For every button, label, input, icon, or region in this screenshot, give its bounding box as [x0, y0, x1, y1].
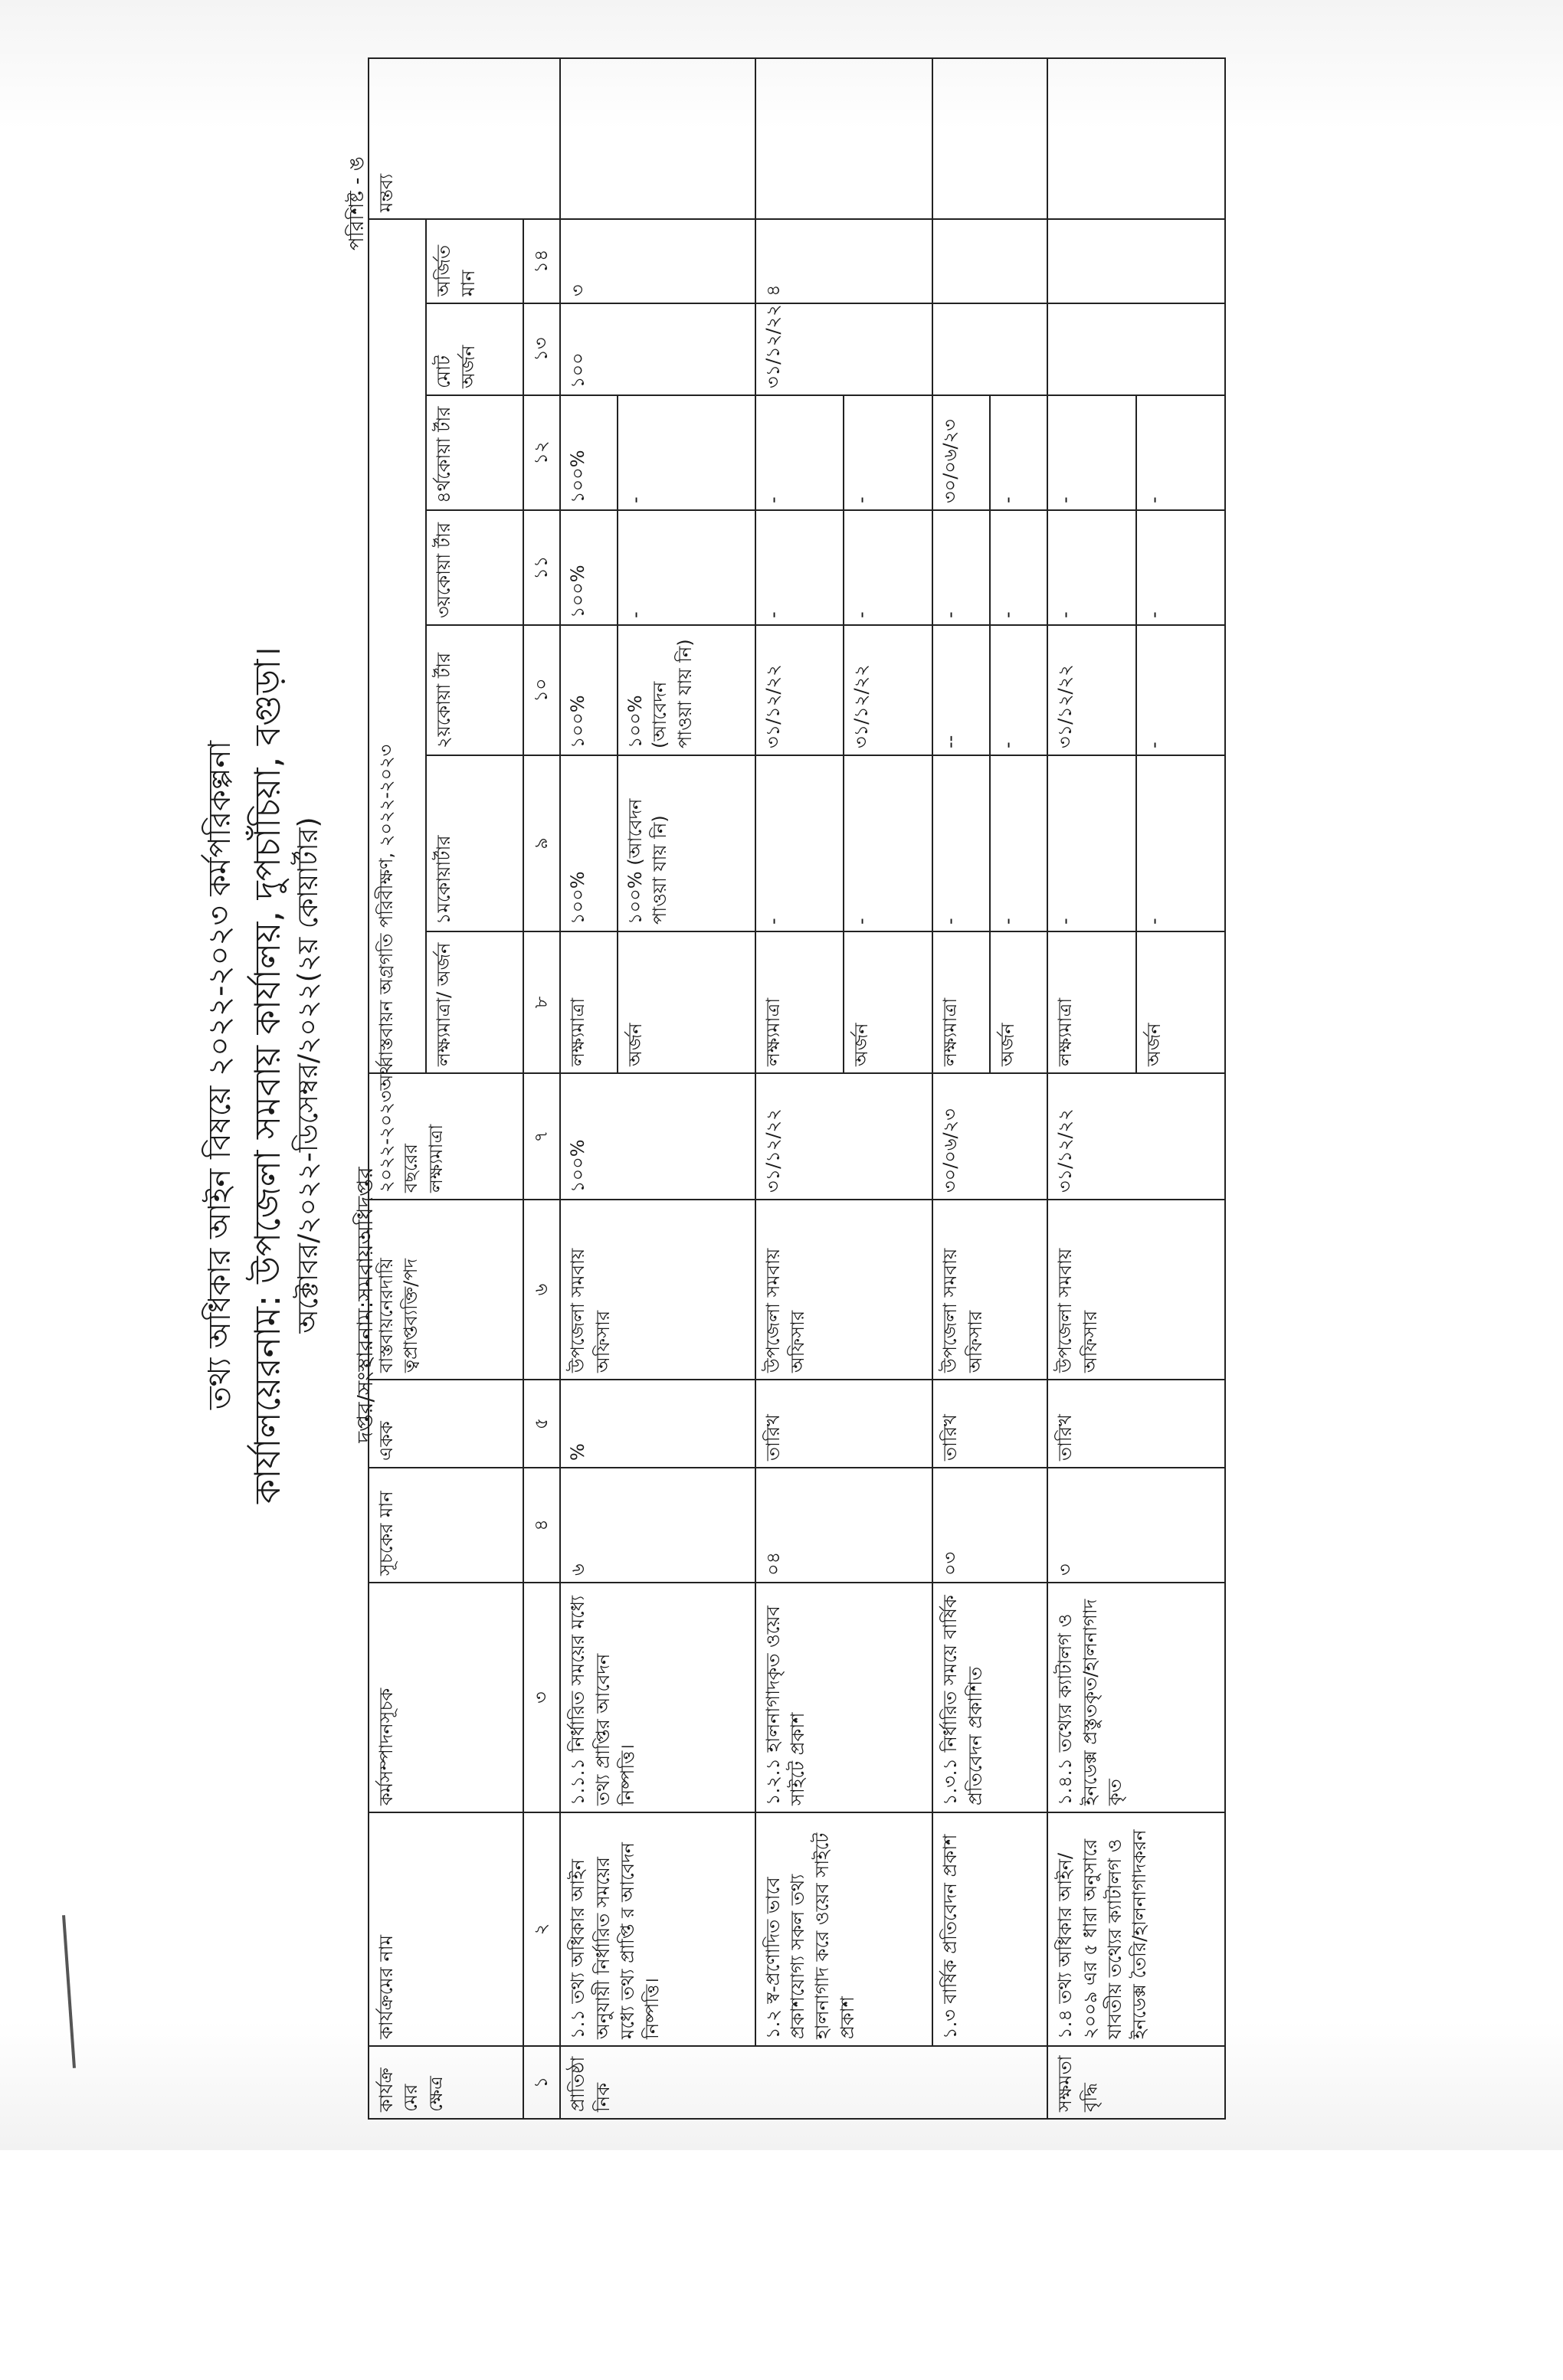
q2-achievement: -: [990, 625, 1047, 755]
q2-achievement: ১০০% (আবেদন পাওয়া যায় নি): [618, 625, 755, 755]
q2-target: ৩১/১২/২২: [755, 625, 844, 755]
q3-target: -: [1047, 510, 1136, 625]
col-number: ৭: [523, 1073, 560, 1200]
col-number: ২: [523, 1812, 560, 2046]
q1-achievement: ১০০% (আবেদন পাওয়া যায় নি): [618, 755, 755, 931]
target-year-cell: ৩১/১২/২২: [755, 1073, 933, 1200]
header-target-achievement: লক্ষ্যমাত্রা/ অর্জন: [426, 931, 523, 1073]
q4-achievement: -: [844, 395, 932, 510]
q3-achievement: -: [618, 510, 755, 625]
target-label: লক্ষ্যমাত্রা: [755, 931, 844, 1073]
q1-achievement: -: [1136, 755, 1225, 931]
total-cell: [932, 303, 1047, 395]
q2-target: ৩১/১২/২২: [1047, 625, 1136, 755]
area-capacity: সক্ষমতা বৃদ্ধি: [1047, 2046, 1225, 2119]
col-number: ১: [523, 2046, 560, 2119]
reporting-period: অক্টোবর/২০২২-ডিসেম্বর/২০২২(২য় কোয়ার্টার): [293, 817, 324, 1334]
header-total: মোট অর্জন: [426, 303, 523, 395]
annex-label: পরিশিষ্ট - ঙ: [346, 156, 369, 250]
unit-cell: তারিখ: [932, 1380, 1047, 1468]
total-cell: ১০০: [560, 303, 755, 395]
achievement-label: অর্জন: [844, 931, 932, 1073]
q4-achievement: -: [618, 395, 755, 510]
col-number: ৬: [523, 1200, 560, 1380]
target-year-cell: ১০০%: [560, 1073, 755, 1200]
remarks-cell: [560, 58, 755, 219]
achieved-cell: ৪: [755, 219, 933, 303]
col-number: ৯: [523, 755, 560, 931]
q3-target: ১০০%: [560, 510, 618, 625]
indicator-cell: ১.৪.১ তথ্যের ক্যাটালগ ও ইনডেক্স প্রস্তুতকৃত/হালনাগাদ কৃত: [1047, 1583, 1225, 1812]
q2-achievement: ৩১/১২/২২: [844, 625, 932, 755]
indicator-value-cell: ৩: [1047, 1468, 1225, 1583]
action-plan-table: [368, 57, 1226, 2120]
achievement-label: অর্জন: [618, 931, 755, 1073]
total-cell: [1047, 303, 1225, 395]
col-number: ৫: [523, 1380, 560, 1468]
activity-cell: ১.৩ বার্ষিক প্রতিবেদন প্রকাশ: [932, 1812, 1047, 2046]
q2-achievement: -: [1136, 625, 1225, 755]
header-q2: ২য়কোয়া র্টার: [426, 625, 523, 755]
header-unit: একক: [369, 1380, 523, 1468]
col-number: ১০: [523, 625, 560, 755]
q4-target: -: [1047, 395, 1136, 510]
column-number-row: [523, 58, 560, 2119]
header-q3: ৩য়কোয়া র্টার: [426, 510, 523, 625]
header-row-1: [369, 58, 426, 2119]
achievement-label: অর্জন: [1136, 931, 1225, 1073]
remarks-cell: [755, 58, 933, 219]
q1-target: -: [932, 755, 990, 931]
header-q1: ১মকোয়ার্টার: [426, 755, 523, 931]
q3-target: -: [755, 510, 844, 625]
q2-target: ১০০%: [560, 625, 618, 755]
q1-target: -: [755, 755, 844, 931]
header-responsible: বাস্তবায়নেরদায়ি ত্বপ্রাপ্তব্যক্তি/পদ: [369, 1200, 523, 1380]
header-indicator-value: সূচকের মান: [369, 1468, 523, 1583]
header-activity: কার্যক্রমের নাম: [369, 1812, 523, 2046]
target-label: লক্ষ্যমাত্রা: [560, 931, 618, 1073]
col-number: ৮: [523, 931, 560, 1073]
q4-target: -: [755, 395, 844, 510]
responsible-cell: উপজেলা সমবায় অফিসার: [932, 1200, 1047, 1380]
responsible-cell: উপজেলা সমবায় অফিসার: [560, 1200, 755, 1380]
plan-title: তথ্য অধিকার আইন বিষয়ে ২০২২-২০২৩ কর্মপরিকল্পনা: [202, 740, 238, 1410]
activity-cell: ১.২ স্ব-প্রণোদিত ভাবে প্রকাশযোগ্য সকল তথ্য হালনাগাদ করে ওয়েব সাইটে প্রকাশ: [755, 1812, 933, 2046]
achieved-cell: ৩: [560, 219, 755, 303]
responsible-cell: উপজেলা সমবায় অফিসার: [1047, 1200, 1225, 1380]
table-row: [932, 58, 990, 2119]
q1-achievement: -: [990, 755, 1047, 931]
header-target-year: ২০২২-২০২৩অর্থ বছরের লক্ষ্যমাত্রা: [369, 1073, 523, 1200]
achievement-label: অর্জন: [990, 931, 1047, 1073]
office-name: কার্যালয়েরনাম: উপজেলা সমবায় কার্যালয়, দুপচাঁচিয়া, বগুড়া।: [247, 647, 288, 1504]
activity-cell: ১.১ তথ্য অধিকার আইন অনুযায়ী নির্ধারিত সময়ের মধ্যে তথ্য প্রাপ্তি র আবেদন নিষ্পত্তি।: [560, 1812, 755, 2046]
table-row: [1047, 58, 1136, 2119]
col-number: ১১: [523, 510, 560, 625]
unit-cell: তারিখ: [1047, 1380, 1225, 1468]
q4-achievement: -: [1136, 395, 1225, 510]
achieved-cell: [932, 219, 1047, 303]
q1-target: ১০০%: [560, 755, 618, 931]
header-achieved-value: অর্জিত মান: [426, 219, 523, 303]
col-number: ১৩: [523, 303, 560, 395]
q3-achievement: -: [844, 510, 932, 625]
header-indicator: কর্মসম্পাদনসূচক: [369, 1583, 523, 1812]
q4-target: ১০০%: [560, 395, 618, 510]
indicator-cell: ১.৩.১ নির্ধারিত সময়ে বার্ষিক প্রতিবেদন প্রকাশিত: [932, 1583, 1047, 1812]
q4-achievement: -: [990, 395, 1047, 510]
table-row: [755, 58, 844, 2119]
header-remarks: মন্তব্য: [369, 58, 560, 219]
col-number: ১৪: [523, 219, 560, 303]
total-cell: ৩১/১২/২২: [755, 303, 933, 395]
target-label: লক্ষ্যমাত্রা: [1047, 931, 1136, 1073]
q1-target: -: [1047, 755, 1136, 931]
remarks-cell: [932, 58, 1047, 219]
remarks-cell: [1047, 58, 1225, 219]
col-number: ৪: [523, 1468, 560, 1583]
header-progress-group: বাস্তবায়ন অগ্রগতি পরিবীক্ষণ, ২০২২-২০২৩: [369, 219, 426, 1073]
target-year-cell: ৩০/০৬/২৩: [932, 1073, 1047, 1200]
indicator-value-cell: ০৪: [755, 1468, 933, 1583]
responsible-cell: উপজেলা সমবায় অফিসার: [755, 1200, 933, 1380]
q1-achievement: -: [844, 755, 932, 931]
achieved-cell: [1047, 219, 1225, 303]
col-number: ১২: [523, 395, 560, 510]
target-year-cell: ৩১/১২/২২: [1047, 1073, 1225, 1200]
q3-achievement: -: [1136, 510, 1225, 625]
area-institutional: প্রাতিষ্ঠা নিক: [560, 2046, 1047, 2119]
indicator-value-cell: ৬: [560, 1468, 755, 1583]
indicator-cell: ১.১.১ নির্ধারিত সময়ের মধ্যে তথ্য প্রাপ্তির আবেদন নিষ্পত্তি।: [560, 1583, 755, 1812]
indicator-cell: ১.২.১ হালনাগাদকৃত ওয়েব সাইটে প্রকাশ: [755, 1583, 933, 1812]
header-area: কার্যক্র মের ক্ষেত্র: [369, 2046, 523, 2119]
header-q4: ৪র্থকোয়া র্টার: [426, 395, 523, 510]
department-name: দপ্তর/সংস্থারনাম:সমবায়অধিদপ্তর: [352, 1167, 378, 1443]
q3-target: -: [932, 510, 990, 625]
unit-cell: %: [560, 1380, 755, 1468]
col-number: ৩: [523, 1583, 560, 1812]
activity-cell: ১.৪ তথ্য অধিকার আইন/২০০৯ এর ৫ ধারা অনুসারে যাবতীয় তথ্যের ক্যাটালগ ও ইনডেক্স তৈরি/হালনাগাদকরন: [1047, 1812, 1225, 2046]
target-label: লক্ষ্যমাত্রা: [932, 931, 990, 1073]
table-row: [560, 58, 618, 2119]
q3-achievement: -: [990, 510, 1047, 625]
unit-cell: তারিখ: [755, 1380, 933, 1468]
indicator-value-cell: ০৩: [932, 1468, 1047, 1583]
q4-target: ৩০/০৬/২৩: [932, 395, 990, 510]
q2-target: --: [932, 625, 990, 755]
